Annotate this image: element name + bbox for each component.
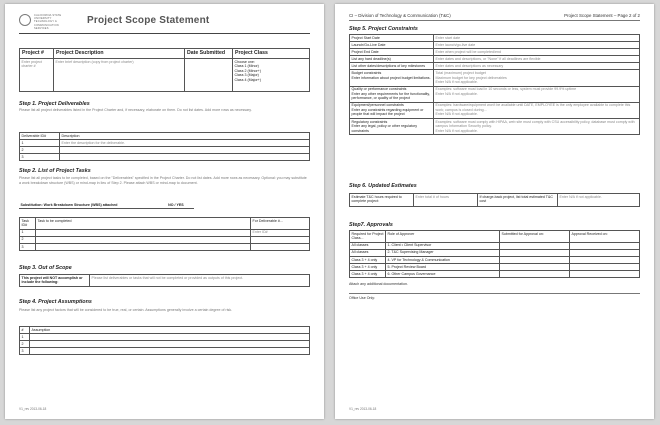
page-title: Project Scope Statement	[87, 15, 210, 26]
col-project-number: Project #	[20, 49, 54, 59]
col-task: Task to be completed	[36, 218, 251, 230]
table-row: 1 Enter the description for the deliverable.	[20, 140, 310, 147]
col-role: Role of Approver	[386, 231, 500, 243]
table-row: Quality or performance constraints Enter any other requirements for the functionality, performance, or quality of the project Examples: software must load in 10 seconds or less, system must provide 99.9% uptime Enter N/A if not applicable.	[350, 86, 640, 102]
out-of-scope-table	[19, 274, 310, 287]
class-option[interactable]: Class 3 (Major)	[234, 73, 259, 78]
table-row: All classes 2. T&C Supervising Manager	[350, 249, 640, 256]
step6-heading: Step 6. Updated Estimates	[349, 183, 417, 189]
table-row: Project Start Date Enter start date	[350, 35, 640, 42]
table-row: Equipment/personnel constraints Enter any constraints regarding equipment or people that will impact the project Examples: hardware/equipment won't be available until DATE, EMPLOYEE is the only employee available to complete this work; campus is closed during... Enter N/A if not applicable.	[350, 102, 640, 118]
wbs-substitution	[19, 202, 194, 209]
table-row: List any hard deadline(s) Enter dates and descriptions, or "None" if all deadlines are flexible	[350, 56, 640, 63]
hours-field[interactable]: Enter total # of hours	[414, 194, 478, 207]
table-row: Class 3 + 4 only 5. Project Review Board	[350, 263, 640, 270]
date-submitted-field[interactable]	[185, 59, 233, 92]
step4-text: Please list any project factors that will be considered to be true, real, or certain. Assumptions generally involve a certain degree of risk.	[19, 308, 233, 312]
attach-note: Attach any additional documentation.	[349, 282, 408, 286]
project-number-field[interactable]: Enter project charter #	[20, 59, 54, 92]
table-row: Budget constraints Enter information about project budget limitations. Total (maximum) project budget Maximum budget for key project deliverables Enter N/A if not applicable.	[350, 70, 640, 86]
page2-header-right: Project Scope Statement – Page 2 of 2	[564, 13, 640, 18]
header-rule	[349, 20, 640, 21]
col-received: Approval Received on:	[570, 231, 640, 243]
cost-label: If charge-back project, list total estimated T&C cost	[478, 194, 558, 207]
col-assumption: Assumption	[30, 327, 310, 334]
out-of-scope-field[interactable]: Please list deliverables or tasks that will not be completed or provided as outputs of this project.	[90, 275, 310, 287]
assumptions-table	[19, 326, 310, 355]
col-required-class: Required for Project Class...	[350, 231, 386, 243]
table-row: 1 Enter ID#	[20, 229, 310, 236]
wbs-label: Substitution: Work Breakdown Structure (WBS) attached	[19, 202, 167, 209]
wbs-toggle[interactable]: NO / YES	[167, 202, 194, 209]
office-use-label: Office Use Only:	[349, 296, 376, 300]
table-row: 3	[20, 348, 310, 355]
table-row: 3	[20, 243, 310, 250]
step2-heading: Step 2. List of Project Tasks	[19, 168, 91, 174]
col-project-class: Project Class	[233, 49, 310, 59]
step7-heading: Step7. Approvals	[349, 222, 393, 228]
estimates-table	[349, 193, 640, 207]
table-row: 2	[20, 236, 310, 243]
col-task-id: Task ID#	[20, 218, 36, 230]
table-row: 2	[20, 147, 310, 154]
step5-heading: Step 5. Project Constraints	[349, 26, 418, 32]
project-class-field[interactable]: Choose one: Class 1 (Minor) Class 2 (Minor+) Class 3 (Major) Class 4 (Major+)	[233, 59, 310, 92]
class-option[interactable]: Class 4 (Major+)	[234, 77, 261, 82]
table-row: Class 3 + 4 only 6. Other Campus Governance	[350, 270, 640, 277]
deliverables-table	[19, 132, 310, 161]
table-row: Regulatory constraints Enter any legal, policy or other regulatory constraints Examples: software must comply with HIPAA, web site must comply with CSU accessibility policy, database must comply with campus Information Security policy. Enter N/A if not applicable.	[350, 118, 640, 134]
col-project-description: Project Description	[54, 49, 185, 59]
project-description-field[interactable]: Enter brief description (copy from project charter)	[54, 59, 185, 92]
step1-text: Please list all project deliverables listed in the Project Charter and, if necessary, elaborate on them. Do not list dates. Add more rows as necessary.	[19, 108, 252, 112]
step3-heading: Step 3. Out of Scope	[19, 265, 72, 271]
page2-header-left: CI – Division of Technology & Communication (T&C)	[349, 13, 451, 18]
table-row: Launch/Go-Live Date Enter launch/go-live date	[350, 42, 640, 49]
page2-footer: V1_rev 2013-06-18	[349, 407, 377, 411]
constraints-table	[349, 34, 640, 135]
project-info-table	[19, 48, 310, 92]
logo-text: CALIFORNIA STATE UNIVERSITY TECHNOLOGY & COMMUNICATION SERVICES	[34, 14, 62, 30]
table-row: 1	[20, 334, 310, 341]
hours-label: Estimate T&C hours required to complete project:	[350, 194, 414, 207]
title-rule	[19, 33, 310, 34]
table-row: 2	[20, 341, 310, 348]
logo	[19, 13, 77, 35]
table-row: All classes 1. Client • Client Supervisor	[350, 242, 640, 249]
col-deliverable-id: Deliverable ID#	[20, 133, 60, 140]
table-row: List other dates/descriptions of key milestones Enter dates and descriptions as necessary	[350, 63, 640, 70]
tasks-table	[19, 217, 310, 251]
col-for-deliverable: For Deliverable #...	[251, 218, 310, 230]
table-row: Class 3 + 4 only 4. VP for Technology & Communication	[350, 256, 640, 263]
step1-heading: Step 1. Project Deliverables	[19, 101, 90, 107]
table-row: 3	[20, 154, 310, 161]
col-date-submitted: Date Submitted	[185, 49, 233, 59]
class-option[interactable]: Class 2 (Minor+)	[234, 68, 261, 73]
out-of-scope-label: This project will NOT accomplish or include the following:	[20, 275, 90, 287]
office-rule	[349, 293, 640, 294]
page1-footer: V1_rev 2013-06-18	[19, 407, 47, 411]
page-2	[335, 4, 654, 419]
col-submitted: Submitted for Approval on:	[500, 231, 570, 243]
cost-field[interactable]: Enter N/A if not applicable.	[558, 194, 640, 207]
page-1	[5, 4, 324, 419]
col-number: #	[20, 327, 30, 334]
step2-text: Please list all project tasks to be completed, based on the "Deliverables" specified in the Project Charter. Do not list dates. Add more rows as necessary. Optional: you may substitute a work breakdown structure (WBS) or mind-map in lieu of Step 2. Please attach WBS or mind-map to document.	[19, 176, 307, 185]
class-option[interactable]: Class 1 (Minor)	[234, 64, 259, 69]
approvals-table	[349, 230, 640, 278]
table-row: Project End Date Enter when project will be completed/end	[350, 49, 640, 56]
seal-icon	[19, 14, 31, 26]
step4-heading: Step 4. Project Assumptions	[19, 299, 92, 305]
col-description: Description	[60, 133, 310, 140]
